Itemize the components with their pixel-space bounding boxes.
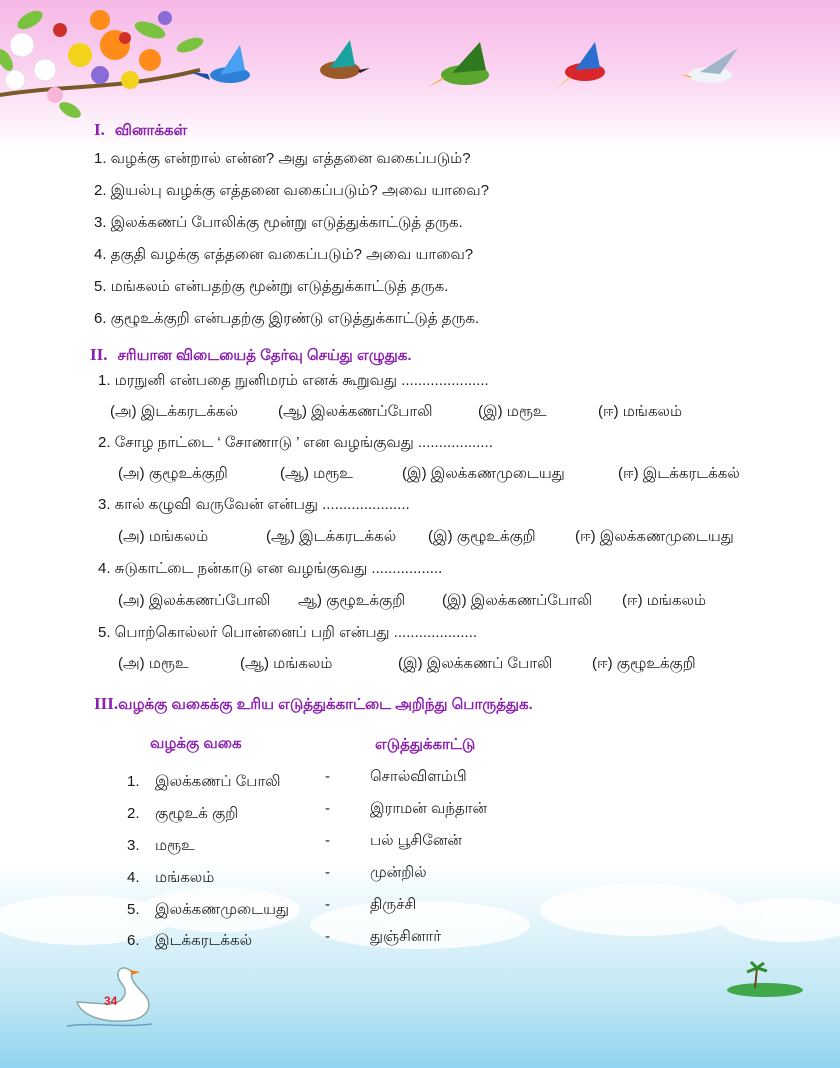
row-number: 6.: [127, 932, 140, 949]
mcq-option: (அ) மரூஉ: [118, 655, 189, 672]
section-1-title: வினாக்கள்: [114, 122, 188, 139]
mcq-option: (ஆ) மங்கலம்: [240, 655, 333, 672]
mcq-option: (ஆ) இடக்கரடக்கல்: [266, 528, 397, 545]
mcq-option: (அ) இலக்கணப்போலி: [118, 592, 271, 609]
mcq-option: (இ) குழூஉக்குறி: [428, 528, 536, 545]
usage-type: இலக்கணப் போலி: [155, 773, 281, 790]
question-text: 3. இலக்கணப் போலிக்கு மூன்று எடுத்துக்காட்டுத் தருக.: [94, 214, 463, 231]
row-number: 1.: [127, 773, 140, 790]
column-header-type: வழக்கு வகை: [150, 735, 242, 752]
mcq-question: 3. கால் கழுவி வருவேன் என்பது .....................: [98, 496, 410, 513]
usage-type: இடக்கரடக்கல்: [155, 932, 253, 949]
usage-type: மங்கலம்: [155, 869, 215, 886]
section-1-number: I.: [94, 120, 105, 139]
example-text: துஞ்சினார்: [370, 928, 442, 945]
mcq-option: (ஈ) இலக்கணமுடையது: [575, 528, 734, 545]
question-text: 1. வழக்கு என்றால் என்ன? அது எத்தனை வகைப்படும்?: [94, 150, 471, 167]
section-3-number: III.: [94, 694, 119, 713]
row-number: 4.: [127, 869, 140, 886]
usage-type: மரூஉ: [155, 837, 195, 854]
mcq-question: 1. மரநுனி என்பதை நுனிமரம் எனக் கூறுவது .....................: [98, 372, 489, 389]
mcq-option: ஆ) குழூஉக்குறி: [298, 592, 406, 609]
dash: -: [325, 832, 330, 849]
row-number: 5.: [127, 901, 140, 918]
mcq-question: 2. சோழ நாட்டை ‘ சோணாடு ’ என வழங்குவது ..................: [98, 434, 493, 451]
island-decoration: [715, 960, 815, 1000]
mcq-option: (ஈ) மங்கலம்: [622, 592, 707, 609]
column-header-example: எடுத்துக்காட்டு: [375, 736, 476, 753]
mcq-option: (இ) இலக்கணப்போலி: [442, 592, 593, 609]
section-3-title: வழக்கு வகைக்கு உரிய எடுத்துக்காட்டை அறிந்து பொருத்துக.: [118, 696, 533, 713]
example-text: திருச்சி: [370, 896, 417, 913]
usage-type: இலக்கணமுடையது: [155, 901, 289, 918]
section-1-heading: [94, 120, 187, 141]
mcq-option: (அ) இடக்கரடக்கல்: [110, 403, 238, 420]
mcq-option: (ஈ) இடக்கரடக்கல்: [618, 465, 740, 482]
section-2-heading: [90, 345, 412, 366]
example-text: முன்றில்: [370, 864, 427, 881]
mcq-option: (ஈ) குழூஉக்குறி: [592, 655, 696, 672]
row-number: 3.: [127, 837, 140, 854]
example-text: சொல்விளம்பி: [370, 768, 467, 785]
mcq-option: (இ) இலக்கணமுடையது: [402, 465, 565, 482]
mcq-option: (ஆ) இலக்கணப்போலி: [278, 403, 433, 420]
dash: -: [325, 800, 330, 817]
question-text: 4. தகுதி வழக்கு எத்தனை வகைப்படும்? அவை யாவை?: [94, 246, 474, 263]
mcq-question: 5. பொற்கொல்லர் பொன்னைப் பறி என்பது ....................: [98, 624, 478, 641]
dash: -: [325, 896, 330, 913]
section-2-number: II.: [90, 345, 108, 364]
mcq-question: 4. சுடுகாட்டை நன்காடு என வழங்குவது .................: [98, 560, 443, 577]
dash: -: [325, 768, 330, 785]
dash: -: [325, 864, 330, 881]
mcq-option: (அ) மங்கலம்: [118, 528, 209, 545]
mcq-option: (அ) குழூஉக்குறி: [118, 465, 228, 482]
mcq-option: (ஈ) மங்கலம்: [598, 403, 683, 420]
mcq-option: (இ) மரூஉ: [478, 403, 547, 420]
question-text: 6. குழூஉக்குறி என்பதற்கு இரண்டு எடுத்துக்காட்டுத் தருக.: [94, 310, 480, 327]
birds-decoration: [190, 40, 760, 110]
mcq-option: (இ) இலக்கணப் போலி: [398, 655, 553, 672]
example-text: இராமன் வந்தான்: [370, 800, 488, 817]
example-text: பல் பூசினேன்: [370, 832, 462, 849]
usage-type: குழூஉக் குறி: [155, 805, 239, 822]
page-number: 34: [104, 994, 118, 1008]
dash: -: [325, 928, 330, 945]
section-3-heading: [94, 694, 533, 715]
row-number: 2.: [127, 805, 140, 822]
mcq-option: (ஆ) மரூஉ: [280, 465, 353, 482]
question-text: 2. இயல்பு வழக்கு எத்தனை வகைப்படும்? அவை யாவை?: [94, 182, 489, 199]
question-text: 5. மங்கலம் என்பதற்கு மூன்று எடுத்துக்காட்டுத் தருக.: [94, 278, 449, 295]
section-2-title: சரியான விடையைத் தேர்வு செய்து எழுதுக.: [117, 347, 412, 364]
